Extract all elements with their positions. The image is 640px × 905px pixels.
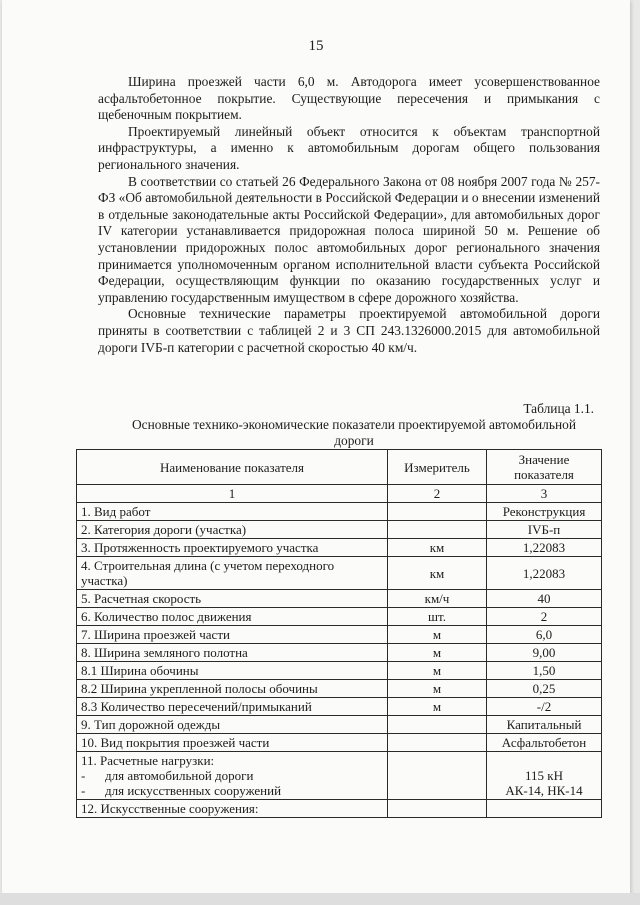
row-unit xyxy=(388,800,487,818)
paragraph: В соответствии со статьей 26 Федерального Закона от 08 ноября 2007 года № 257-ФЗ «Об автомобильной деятельности в Российской Федерации и о внесении изменений в отдельные законодательные акты Российской Федерации», для автомобильных дорог IV категории устанавливается придорожная полоса шириной 50 м. Решение об установлении придорожных полос автомобильных дорог регионального значения принимается уполномоченным органом исполнительной власти субъекта Российской Федерации, осуществляющим функции по оказанию государственных услуг и управлению государственным имуществом в сфере дорожного хозяйства. xyxy=(98,173,600,305)
column-number: 2 xyxy=(388,485,487,503)
row-value: IVБ-п xyxy=(487,521,602,539)
table-row xyxy=(77,644,602,662)
row-value: -/2 xyxy=(487,698,602,716)
loads-item: - для автомобильной дороги xyxy=(81,768,254,783)
row-value: 0,25 xyxy=(487,680,602,698)
row-unit xyxy=(388,716,487,734)
row-name: 8.2 Ширина укрепленной полосы обочины xyxy=(77,680,388,698)
row-unit: м xyxy=(388,698,487,716)
parameters-table xyxy=(76,449,602,818)
table-row-loads xyxy=(77,752,602,800)
paragraph: Ширина проезжей части 6,0 м. Автодорога имеет усовершенствованное асфальтобетонное покрытие. Существующие пересечения и примыкания с щебеночным покрытием. xyxy=(98,74,600,123)
row-name: 4. Строительная длина (с учетом переходного участка) xyxy=(77,557,388,590)
page-number: 15 xyxy=(308,38,324,54)
row-value: Асфальтобетон xyxy=(487,734,602,752)
column-number: 1 xyxy=(77,485,388,503)
row-value: 1,22083 xyxy=(487,557,602,590)
row-unit: м xyxy=(388,680,487,698)
paragraph: Проектируемый линейный объект относится к объектам транспортной инфраструктуры, а именно к автомобильным дорогам общего пользования регионального значения. xyxy=(98,123,600,172)
row-unit: м xyxy=(388,644,487,662)
row-name: 9. Тип дорожной одежды xyxy=(77,716,388,734)
header-unit: Измеритель xyxy=(388,450,487,485)
table-row xyxy=(77,662,602,680)
row-value xyxy=(487,800,602,818)
table-title: Основные технико-экономические показатели проектируемой автомобильной дороги xyxy=(132,417,576,448)
loads-value: 115 кН xyxy=(525,768,563,783)
table-row xyxy=(77,503,602,521)
row-unit xyxy=(388,734,487,752)
row-name: 2. Категория дороги (участка) xyxy=(77,521,388,539)
table-row xyxy=(77,590,602,608)
table-row xyxy=(77,521,602,539)
header-value: Значение показателя xyxy=(487,450,602,485)
row-unit: км xyxy=(388,557,487,590)
row-value: 40 xyxy=(487,590,602,608)
row-name: 10. Вид покрытия проезжей части xyxy=(77,734,388,752)
row-name: 1. Вид работ xyxy=(77,503,388,521)
row-value: Реконструкция xyxy=(487,503,602,521)
column-number-row xyxy=(77,485,602,503)
row-unit: м xyxy=(388,662,487,680)
row-unit xyxy=(388,503,487,521)
row-unit: км/ч xyxy=(388,590,487,608)
table-row xyxy=(77,734,602,752)
table-row xyxy=(77,608,602,626)
table-row xyxy=(77,626,602,644)
row-name: 8. Ширина земляного полотна xyxy=(77,644,388,662)
row-unit xyxy=(388,521,487,539)
document-page xyxy=(2,0,630,895)
row-name: 8.1 Ширина обочины xyxy=(77,662,388,680)
body-text xyxy=(98,74,600,356)
row-name: 8.3 Количество пересечений/примыканий xyxy=(77,698,388,716)
table-label: Таблица 1.1. xyxy=(523,401,594,416)
table-header-row xyxy=(77,450,602,485)
table-row xyxy=(77,557,602,590)
table-row-last xyxy=(77,800,602,818)
row-value: Капитальный xyxy=(487,716,602,734)
row-name: 7. Ширина проезжей части xyxy=(77,626,388,644)
row-name: 5. Расчетная скорость xyxy=(77,590,388,608)
table-row xyxy=(77,680,602,698)
row-value: 1,50 xyxy=(487,662,602,680)
row-value: 1,22083 xyxy=(487,539,602,557)
row-unit: км xyxy=(388,539,487,557)
table-row xyxy=(77,698,602,716)
loads-item: - для искусственных сооружений xyxy=(81,783,282,798)
table-body xyxy=(77,503,602,752)
header-name: Наименование показателя xyxy=(77,450,388,485)
row-value: 9,00 xyxy=(487,644,602,662)
loads-unit xyxy=(388,752,487,800)
loads-title: 11. Расчетные нагрузки: xyxy=(81,753,215,768)
row-value: 6,0 xyxy=(487,626,602,644)
row-name: 3. Протяженность проектируемого участка xyxy=(77,539,388,557)
row-unit: шт. xyxy=(388,608,487,626)
paragraph: Основные технические параметры проектируемой автомобильной дороги приняты в соответствии с таблицей 2 и 3 СП 243.1326000.2015 для автомобильной дороги IVБ-п категории с расчетной скоростью 40 км/ч. xyxy=(98,306,600,355)
loads-values xyxy=(487,752,602,800)
column-number: 3 xyxy=(487,485,602,503)
row-name: 6. Количество полос движения xyxy=(77,608,388,626)
loads-cell xyxy=(77,752,388,800)
loads-value: АК-14, НК-14 xyxy=(505,783,583,798)
table-row xyxy=(77,716,602,734)
row-name: 12. Искусственные сооружения: xyxy=(77,800,388,818)
table-row xyxy=(77,539,602,557)
row-unit: м xyxy=(388,626,487,644)
scan-edge xyxy=(0,893,640,905)
row-value: 2 xyxy=(487,608,602,626)
